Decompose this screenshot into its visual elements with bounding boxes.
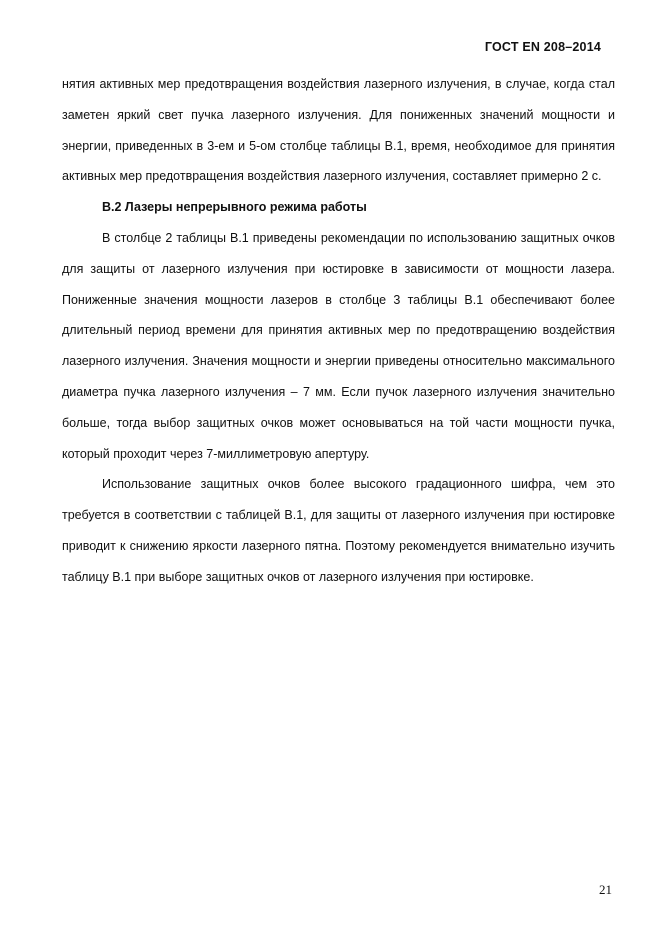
paragraph-higher-shade: Использование защитных очков более высокого градационного шифра, чем это требуется в соответствии с таблицей В.1, для защиты от лазерного излучения при юстировке приводит к снижению яркости лазерного пятна. Поэтому рекомендуется внимательно изучить таблицу В.1 при выборе защитных очков от лазерного излучения при юстировке. xyxy=(62,477,615,584)
page-body xyxy=(62,69,615,593)
paragraph-continuous-lasers: В столбце 2 таблицы В.1 приведены рекомендации по использованию защитных очков для защиты от лазерного излучения при юстировке в зависимости от мощности лазера. Пониженные значения мощности лазеров в столбце 3 таблицы В.1 обеспечивают более длительный период времени для принятия активных мер по предотвращению воздействия лазерного излучения. Значения мощности и энергии приведены относительно максимального диаметра пучка лазерного излучения – 7 мм. Если пучок лазерного излучения значительно больше, тогда выбор защитных очков может основываться на той части мощности пучка, который проходит через 7-миллиметровую апертуру. xyxy=(62,230,615,461)
section-heading: В.2 Лазеры непрерывного режима работы xyxy=(102,200,367,215)
document-header: ГОСТ EN 208–2014 xyxy=(484,40,601,54)
page-number: 21 xyxy=(599,882,612,897)
paragraph-continuation: нятия активных мер предотвращения воздействия лазерного излучения, в случае, когда стал заметен яркий свет пучка лазерного излучения. Для пониженных значений мощности и энергии, приведенных в 3-ем и 5-ом столбце таблицы В.1, время, необходимое для принятия активных мер предотвращения воздействия лазерного излучения, составляет примерно 2 с. xyxy=(62,77,615,184)
